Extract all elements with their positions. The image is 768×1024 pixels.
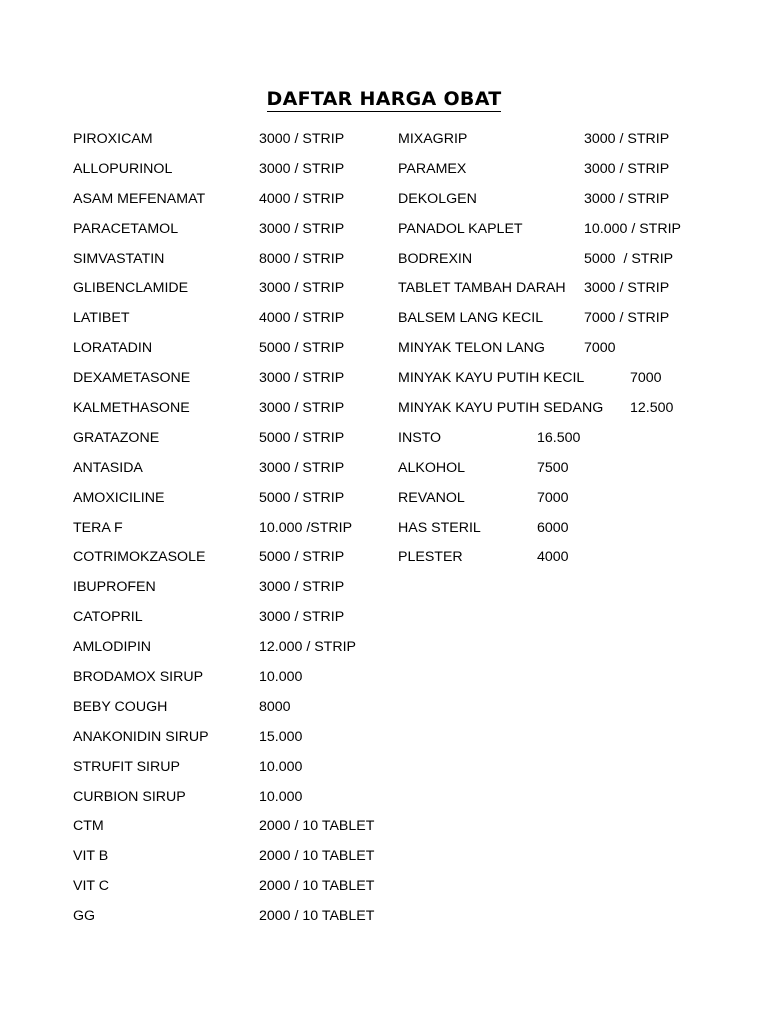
drug-name: ANAKONIDIN SIRUP [73, 728, 209, 745]
drug-price: 3000 / STRIP [259, 370, 345, 387]
drug-name: ALKOHOL [398, 459, 466, 476]
drug-name: GRATAZONE [73, 429, 160, 446]
drug-price: 4000 / STRIP [259, 310, 345, 327]
drug-price: 2000 / 10 TABLET [259, 878, 375, 895]
drug-price: 4000 [537, 549, 569, 566]
drug-price: 3000 / STRIP [259, 609, 345, 626]
drug-name: CTM [73, 818, 104, 835]
drug-name: SIMVASTATIN [73, 250, 165, 267]
drug-price: 3000 / STRIP [259, 400, 345, 417]
drug-name: IBUPROFEN [73, 579, 156, 596]
drug-price: 3000 / STRIP [259, 280, 345, 297]
drug-name: DEXAMETASONE [73, 370, 191, 387]
drug-price: 16.500 [537, 429, 581, 446]
drug-price: 12.000 / STRIP [259, 639, 356, 656]
page-title-text: DAFTAR HARGA OBAT [266, 88, 502, 110]
drug-name: REVANOL [398, 489, 465, 506]
drug-name: BEBY COUGH [73, 698, 168, 715]
drug-price: 7000 [537, 489, 569, 506]
drug-name: AMOXICILINE [73, 489, 165, 506]
drug-price: 10.000 /STRIP [259, 519, 353, 536]
drug-name: CATOPRIL [73, 609, 143, 626]
page-title [0, 88, 768, 110]
drug-name: ASAM MEFENAMAT [73, 190, 206, 207]
drug-name: MINYAK KAYU PUTIH SEDANG [398, 400, 604, 417]
drug-price: 10.000 [259, 669, 303, 686]
drug-price: 5000 / STRIP [259, 489, 345, 506]
drug-price: 3000 / STRIP [259, 220, 345, 237]
drug-name: HAS STERIL [398, 519, 481, 536]
drug-name: TABLET TAMBAH DARAH [398, 280, 566, 297]
drug-price: 10.000 / STRIP [584, 220, 681, 237]
drug-price: 5000 / STRIP [259, 429, 345, 446]
drug-price: 3000 / STRIP [584, 131, 670, 147]
drug-price: 3000 / STRIP [259, 459, 345, 476]
drug-price: 3000 / STRIP [259, 579, 345, 596]
drug-name: BALSEM LANG KECIL [398, 310, 544, 327]
drug-price: 4000 / STRIP [259, 190, 345, 207]
drug-name: KALMETHASONE [73, 400, 190, 417]
drug-name: VIT B [73, 848, 109, 865]
drug-name: MINYAK TELON LANG [398, 340, 545, 357]
drug-name: STRUFIT SIRUP [73, 758, 180, 775]
drug-price: 7000 [584, 340, 616, 357]
drug-name: DEKOLGEN [398, 190, 477, 207]
drug-name: CURBION SIRUP [73, 788, 186, 805]
drug-price: 7500 [537, 459, 569, 476]
drug-name: PIROXICAM [73, 131, 153, 147]
drug-name: PARAMEX [398, 160, 467, 177]
drug-name: PLESTER [398, 549, 463, 566]
drug-name: ALLOPURINOL [73, 160, 173, 177]
drug-price: 5000 / STRIP [259, 549, 345, 566]
drug-name: PARACETAMOL [73, 220, 179, 237]
drug-name: GLIBENCLAMIDE [73, 280, 189, 297]
drug-price: 12.500 [630, 400, 674, 417]
drug-name: INSTO [398, 429, 442, 446]
drug-name: GG [73, 908, 96, 925]
drug-name: PANADOL KAPLET [398, 220, 523, 237]
drug-price: 7000 / STRIP [584, 310, 670, 327]
drug-price: 3000 / STRIP [584, 190, 670, 207]
drug-price: 5000 / STRIP [259, 340, 345, 357]
drug-price: 3000 / STRIP [259, 131, 345, 147]
drug-price: 15.000 [259, 728, 303, 745]
drug-price: 2000 / 10 TABLET [259, 908, 375, 925]
drug-name: MINYAK KAYU PUTIH KECIL [398, 370, 585, 387]
drug-name: COTRIMOKZASOLE [73, 549, 206, 566]
drug-name: VIT C [73, 878, 110, 895]
drug-name: TERA F [73, 519, 123, 536]
drug-name: LORATADIN [73, 340, 153, 357]
drug-price: 10.000 [259, 788, 303, 805]
drug-name: BODREXIN [398, 250, 473, 267]
drug-price: 3000 / STRIP [584, 280, 670, 297]
drug-price: 8000 / STRIP [259, 250, 345, 267]
drug-name: MIXAGRIP [398, 131, 468, 147]
drug-price: 3000 / STRIP [259, 160, 345, 177]
drug-price: 3000 / STRIP [584, 160, 670, 177]
drug-name: ANTASIDA [73, 459, 143, 476]
drug-price: 7000 [630, 370, 662, 387]
drug-name: AMLODIPIN [73, 639, 152, 656]
drug-price: 6000 [537, 519, 569, 536]
drug-price: 5000 / STRIP [584, 250, 674, 267]
drug-name: BRODAMOX SIRUP [73, 669, 204, 686]
drug-price: 8000 [259, 698, 291, 715]
drug-price: 10.000 [259, 758, 303, 775]
drug-price: 2000 / 10 TABLET [259, 818, 375, 835]
drug-price: 2000 / 10 TABLET [259, 848, 375, 865]
drug-name: LATIBET [73, 310, 130, 327]
